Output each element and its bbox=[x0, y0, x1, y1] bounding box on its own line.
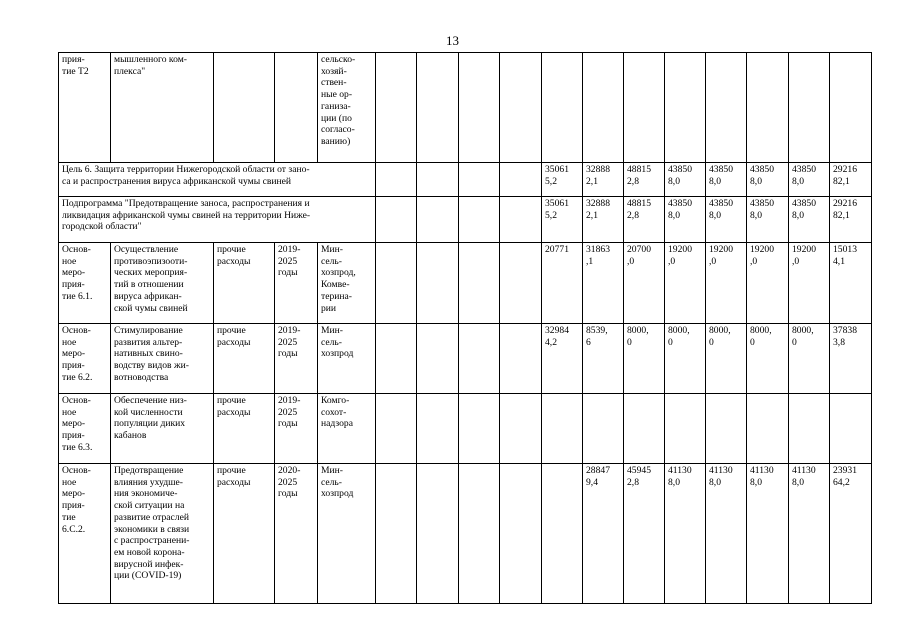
empty-cell bbox=[500, 243, 542, 324]
table-row bbox=[59, 464, 872, 604]
value-cell: 43850 8,0 bbox=[706, 197, 747, 243]
value-cell: 41130 8,0 bbox=[789, 464, 830, 604]
value-cell bbox=[747, 394, 789, 464]
value-cell: 15013 4,1 bbox=[830, 243, 872, 324]
value-cell: 19200 ,0 bbox=[665, 243, 706, 324]
row-period-cell: 2019- 2025 годы bbox=[275, 394, 318, 464]
value-cell bbox=[830, 53, 872, 163]
value-cell bbox=[665, 394, 706, 464]
empty-cell bbox=[500, 197, 542, 243]
value-cell bbox=[624, 394, 665, 464]
section-heading-cell: Цель 6. Защита территории Нижегородской области от зано- са и распространения вируса африканской чумы свиней bbox=[59, 163, 376, 197]
value-cell: 8539, 6 bbox=[583, 324, 624, 394]
value-cell: 32888 2,1 bbox=[583, 197, 624, 243]
row-expense-cell bbox=[214, 53, 275, 163]
row-executor-cell: Мин- сель- хозпрод bbox=[318, 464, 376, 604]
row-label-cell: прия- тие Т2 bbox=[59, 53, 111, 163]
value-cell: 20700 ,0 bbox=[624, 243, 665, 324]
value-cell: 43850 8,0 bbox=[665, 197, 706, 243]
empty-cell bbox=[417, 243, 459, 324]
empty-cell bbox=[376, 464, 417, 604]
row-label-cell: Основ- ное меро- прия- тие 6.1. bbox=[59, 243, 111, 324]
row-expense-cell: прочие расходы bbox=[214, 394, 275, 464]
value-cell: 37838 3,8 bbox=[830, 324, 872, 394]
value-cell: 43850 8,0 bbox=[747, 197, 789, 243]
row-period-cell: 2019- 2025 годы bbox=[275, 324, 318, 394]
value-cell bbox=[542, 53, 583, 163]
value-cell: 48815 2,8 bbox=[624, 163, 665, 197]
value-cell: 32984 4,2 bbox=[542, 324, 583, 394]
table-row bbox=[59, 53, 872, 163]
empty-cell bbox=[459, 53, 500, 163]
value-cell: 20771 bbox=[542, 243, 583, 324]
value-cell bbox=[665, 53, 706, 163]
value-cell bbox=[789, 394, 830, 464]
table-row bbox=[59, 197, 872, 243]
row-label-cell: Основ- ное меро- прия- тие 6.2. bbox=[59, 324, 111, 394]
empty-cell bbox=[417, 394, 459, 464]
empty-cell bbox=[376, 197, 417, 243]
empty-cell bbox=[500, 53, 542, 163]
row-title-cell: Обеспечение низ- кой численности популяции диких кабанов bbox=[111, 394, 214, 464]
row-period-cell bbox=[275, 53, 318, 163]
value-cell bbox=[830, 394, 872, 464]
empty-cell bbox=[417, 53, 459, 163]
value-cell: 43850 8,0 bbox=[789, 163, 830, 197]
empty-cell bbox=[417, 324, 459, 394]
value-cell bbox=[706, 394, 747, 464]
empty-cell bbox=[500, 464, 542, 604]
value-cell bbox=[542, 394, 583, 464]
value-cell: 35061 5,2 bbox=[542, 163, 583, 197]
empty-cell bbox=[459, 464, 500, 604]
section-heading-cell: Подпрограмма "Предотвращение заноса, распространения и ликвидация африканской чумы свиней на территории Ниже- городской области" bbox=[59, 197, 376, 243]
empty-cell bbox=[376, 163, 417, 197]
empty-cell bbox=[500, 163, 542, 197]
value-cell bbox=[706, 53, 747, 163]
value-cell: 19200 ,0 bbox=[706, 243, 747, 324]
value-cell: 43850 8,0 bbox=[789, 197, 830, 243]
empty-cell bbox=[376, 243, 417, 324]
value-cell: 19200 ,0 bbox=[789, 243, 830, 324]
row-title-cell: Осуществление противоэпизооти- ческих мероприя- тий в отношении вируса африкан- ской чумы свиней bbox=[111, 243, 214, 324]
empty-cell bbox=[376, 394, 417, 464]
row-expense-cell: прочие расходы bbox=[214, 243, 275, 324]
empty-cell bbox=[417, 197, 459, 243]
value-cell: 8000, 0 bbox=[706, 324, 747, 394]
row-expense-cell: прочие расходы bbox=[214, 464, 275, 604]
empty-cell bbox=[459, 163, 500, 197]
table-row bbox=[59, 324, 872, 394]
row-executor-cell: Комго- сохот- надзора bbox=[318, 394, 376, 464]
value-cell: 41130 8,0 bbox=[706, 464, 747, 604]
value-cell: 43850 8,0 bbox=[706, 163, 747, 197]
value-cell bbox=[583, 53, 624, 163]
budget-table bbox=[58, 52, 872, 604]
row-executor-cell: Мин- сель- хозпрод, Комве- терина- рии bbox=[318, 243, 376, 324]
value-cell: 43850 8,0 bbox=[747, 163, 789, 197]
value-cell: 31863 ,1 bbox=[583, 243, 624, 324]
empty-cell bbox=[376, 324, 417, 394]
empty-cell bbox=[459, 197, 500, 243]
value-cell: 41130 8,0 bbox=[665, 464, 706, 604]
table-row bbox=[59, 394, 872, 464]
value-cell: 35061 5,2 bbox=[542, 197, 583, 243]
row-executor-cell: Мин- сель- хозпрод bbox=[318, 324, 376, 394]
empty-cell bbox=[459, 243, 500, 324]
value-cell: 29216 82,1 bbox=[830, 163, 872, 197]
table-row bbox=[59, 163, 872, 197]
row-title-cell: мышленного ком- плекса" bbox=[111, 53, 214, 163]
value-cell: 32888 2,1 bbox=[583, 163, 624, 197]
value-cell bbox=[542, 464, 583, 604]
value-cell: 8000, 0 bbox=[624, 324, 665, 394]
value-cell: 45945 2,8 bbox=[624, 464, 665, 604]
value-cell bbox=[583, 394, 624, 464]
empty-cell bbox=[500, 324, 542, 394]
empty-cell bbox=[417, 163, 459, 197]
empty-cell bbox=[459, 324, 500, 394]
row-executor-cell: сельско- хозяй- ствен- ные ор- ганиза- ции (по согласо- ванию) bbox=[318, 53, 376, 163]
row-period-cell: 2019- 2025 годы bbox=[275, 243, 318, 324]
value-cell: 48815 2,8 bbox=[624, 197, 665, 243]
row-label-cell: Основ- ное меро- прия- тие 6.3. bbox=[59, 394, 111, 464]
value-cell: 23931 64,2 bbox=[830, 464, 872, 604]
value-cell bbox=[789, 53, 830, 163]
table-row bbox=[59, 243, 872, 324]
empty-cell bbox=[500, 394, 542, 464]
value-cell: 8000, 0 bbox=[747, 324, 789, 394]
empty-cell bbox=[417, 464, 459, 604]
value-cell: 19200 ,0 bbox=[747, 243, 789, 324]
page-number: 13 bbox=[446, 33, 459, 48]
row-expense-cell: прочие расходы bbox=[214, 324, 275, 394]
value-cell: 28847 9,4 bbox=[583, 464, 624, 604]
row-title-cell: Предотвращение влияния ухудше- ния экономиче- ской ситуации на развитие отраслей экономики в связи с распространени- ем новой корона- вирусной инфек- ции (COVID-19) bbox=[111, 464, 214, 604]
value-cell: 29216 82,1 bbox=[830, 197, 872, 243]
value-cell: 8000, 0 bbox=[665, 324, 706, 394]
empty-cell bbox=[459, 394, 500, 464]
value-cell bbox=[747, 53, 789, 163]
row-label-cell: Основ- ное меро- прия- тие 6.С.2. bbox=[59, 464, 111, 604]
row-title-cell: Стимулирование развития альтер- нативных свино- водству видов жи- вотноводства bbox=[111, 324, 214, 394]
value-cell: 43850 8,0 bbox=[665, 163, 706, 197]
value-cell: 41130 8,0 bbox=[747, 464, 789, 604]
row-period-cell: 2020- 2025 годы bbox=[275, 464, 318, 604]
value-cell: 8000, 0 bbox=[789, 324, 830, 394]
empty-cell bbox=[376, 53, 417, 163]
value-cell bbox=[624, 53, 665, 163]
